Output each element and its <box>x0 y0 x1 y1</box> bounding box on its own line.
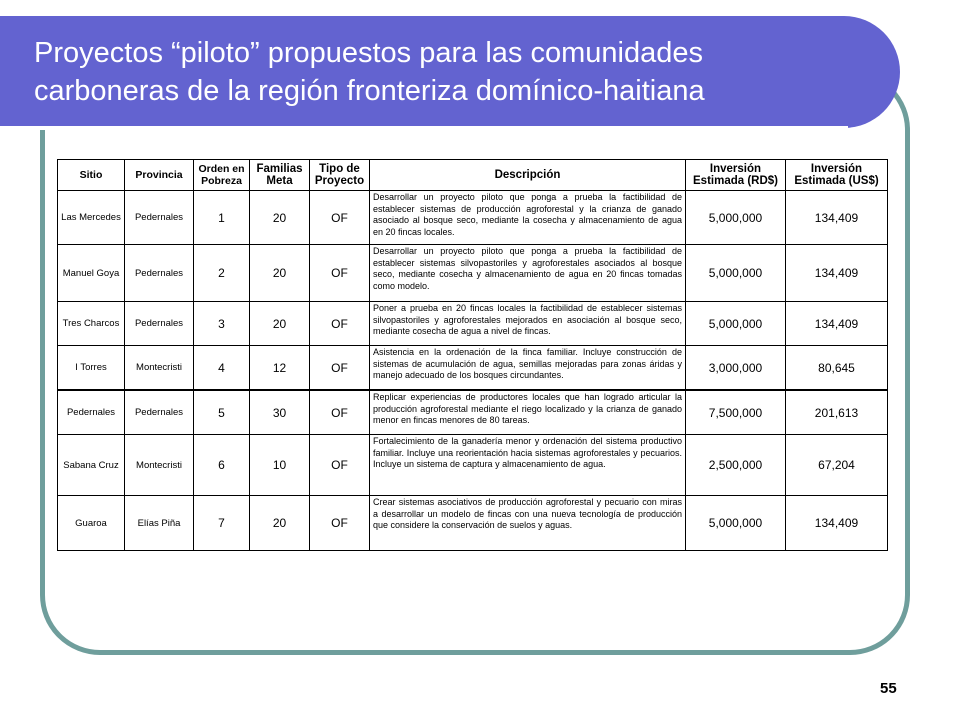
table-row <box>58 435 888 496</box>
page-number: 55 <box>880 680 897 697</box>
header-tipo: Tipo de Proyecto <box>310 160 370 191</box>
cell-inversion-rd: 3,000,000 <box>686 346 786 391</box>
header-orden: Orden en Pobreza <box>194 160 250 191</box>
cell-provincia: Pedernales <box>125 390 194 435</box>
title-underline <box>0 126 848 130</box>
cell-inversion-rd: 5,000,000 <box>686 302 786 346</box>
table-header-row <box>58 160 888 191</box>
cell-provincia: Montecristi <box>125 435 194 496</box>
cell-orden: 4 <box>194 346 250 391</box>
cell-inversion-us: 134,409 <box>786 245 888 302</box>
slide-title-line-2: carboneras de la región fronteriza domínico-haitiana <box>34 75 705 107</box>
cell-inversion-rd: 7,500,000 <box>686 390 786 435</box>
cell-tipo: OF <box>310 302 370 346</box>
cell-descripcion: Asistencia en la ordenación de la finca familiar. Incluye construcción de sistemas de acumulación de agua, semillas mejoradas para zonas áridas y manejo adecuado de los bosques circundantes. <box>370 346 686 391</box>
table-row <box>58 302 888 346</box>
cell-provincia: Montecristi <box>125 346 194 391</box>
header-sitio: Sitio <box>58 160 125 191</box>
cell-descripcion: Poner a prueba en 20 fincas locales la factibilidad de establecer sistemas silvopastoriles y agroforestales mejorados en asociación al bosque seco, mediante cosecha de agua a nivel de fincas. <box>370 302 686 346</box>
cell-provincia: Elías Piña <box>125 496 194 551</box>
cell-inversion-rd: 2,500,000 <box>686 435 786 496</box>
cell-sitio: Las Mercedes <box>58 191 125 245</box>
cell-orden: 1 <box>194 191 250 245</box>
title-banner <box>0 16 900 128</box>
cell-inversion-us: 134,409 <box>786 302 888 346</box>
table-row <box>58 346 888 391</box>
cell-descripcion: Crear sistemas asociativos de producción agroforestal y pecuario con miras a desarrollar un modelo de fincas con una nueva tecnología de producción que considere la conservación de suelos y aguas. <box>370 496 686 551</box>
cell-descripcion: Desarrollar un proyecto piloto que ponga a prueba la factibilidad de establecer sistemas de producción agroforestal y la crianza de ganado asociado al bosque seco, mediante la cosecha y almacenamiento de agua en 20 fincas locales. <box>370 191 686 245</box>
cell-descripcion: Desarrollar un proyecto piloto que ponga a prueba la factibilidad de establecer sistemas silvopastoriles y agroforestales asociados al bosque seco, mediante cosecha y almacenamiento de agua en 20 fincas tomadas como modelo. <box>370 245 686 302</box>
cell-descripcion: Replicar experiencias de productores locales que han logrado articular la producción agroforestal mediante el riego localizado y la crianza de ganado menor en fincas menores de 80 tareas. <box>370 390 686 435</box>
cell-descripcion: Fortalecimiento de la ganadería menor y ordenación del sistema productivo familiar. Incluye una reorientación hacia sistemas agroforestales y pecuarios. Incluye un sistema de captura y almacenamiento de agua. <box>370 435 686 496</box>
cell-orden: 2 <box>194 245 250 302</box>
cell-familias: 20 <box>250 302 310 346</box>
cell-inversion-rd: 5,000,000 <box>686 191 786 245</box>
projects-table-container <box>57 159 887 551</box>
header-provincia: Provincia <box>125 160 194 191</box>
cell-tipo: OF <box>310 346 370 391</box>
cell-inversion-rd: 5,000,000 <box>686 245 786 302</box>
table-row <box>58 496 888 551</box>
cell-familias: 20 <box>250 245 310 302</box>
slide-title-line-1: Proyectos “piloto” propuestos para las comunidades <box>34 37 703 69</box>
cell-orden: 7 <box>194 496 250 551</box>
header-inversion-rd: Inversión Estimada (RD$) <box>686 160 786 191</box>
cell-familias: 20 <box>250 496 310 551</box>
cell-orden: 6 <box>194 435 250 496</box>
cell-tipo: OF <box>310 435 370 496</box>
header-inversion-us: Inversión Estimada (US$) <box>786 160 888 191</box>
cell-inversion-us: 201,613 <box>786 390 888 435</box>
header-familias: Familias Meta <box>250 160 310 191</box>
cell-inversion-rd: 5,000,000 <box>686 496 786 551</box>
cell-sitio: Pedernales <box>58 390 125 435</box>
cell-inversion-us: 134,409 <box>786 191 888 245</box>
cell-familias: 20 <box>250 191 310 245</box>
cell-sitio: Manuel Goya <box>58 245 125 302</box>
projects-table <box>57 159 888 551</box>
cell-tipo: OF <box>310 191 370 245</box>
cell-sitio: I Torres <box>58 346 125 391</box>
cell-inversion-us: 80,645 <box>786 346 888 391</box>
cell-orden: 3 <box>194 302 250 346</box>
cell-tipo: OF <box>310 245 370 302</box>
cell-sitio: Tres Charcos <box>58 302 125 346</box>
table-row <box>58 245 888 302</box>
table-row <box>58 390 888 435</box>
cell-familias: 12 <box>250 346 310 391</box>
cell-inversion-us: 134,409 <box>786 496 888 551</box>
cell-orden: 5 <box>194 390 250 435</box>
cell-sitio: Guaroa <box>58 496 125 551</box>
cell-sitio: Sabana Cruz <box>58 435 125 496</box>
cell-tipo: OF <box>310 496 370 551</box>
cell-provincia: Pedernales <box>125 302 194 346</box>
cell-tipo: OF <box>310 390 370 435</box>
cell-familias: 30 <box>250 390 310 435</box>
cell-provincia: Pedernales <box>125 245 194 302</box>
cell-provincia: Pedernales <box>125 191 194 245</box>
header-descripcion: Descripción <box>370 160 686 191</box>
cell-inversion-us: 67,204 <box>786 435 888 496</box>
table-row <box>58 191 888 245</box>
cell-familias: 10 <box>250 435 310 496</box>
